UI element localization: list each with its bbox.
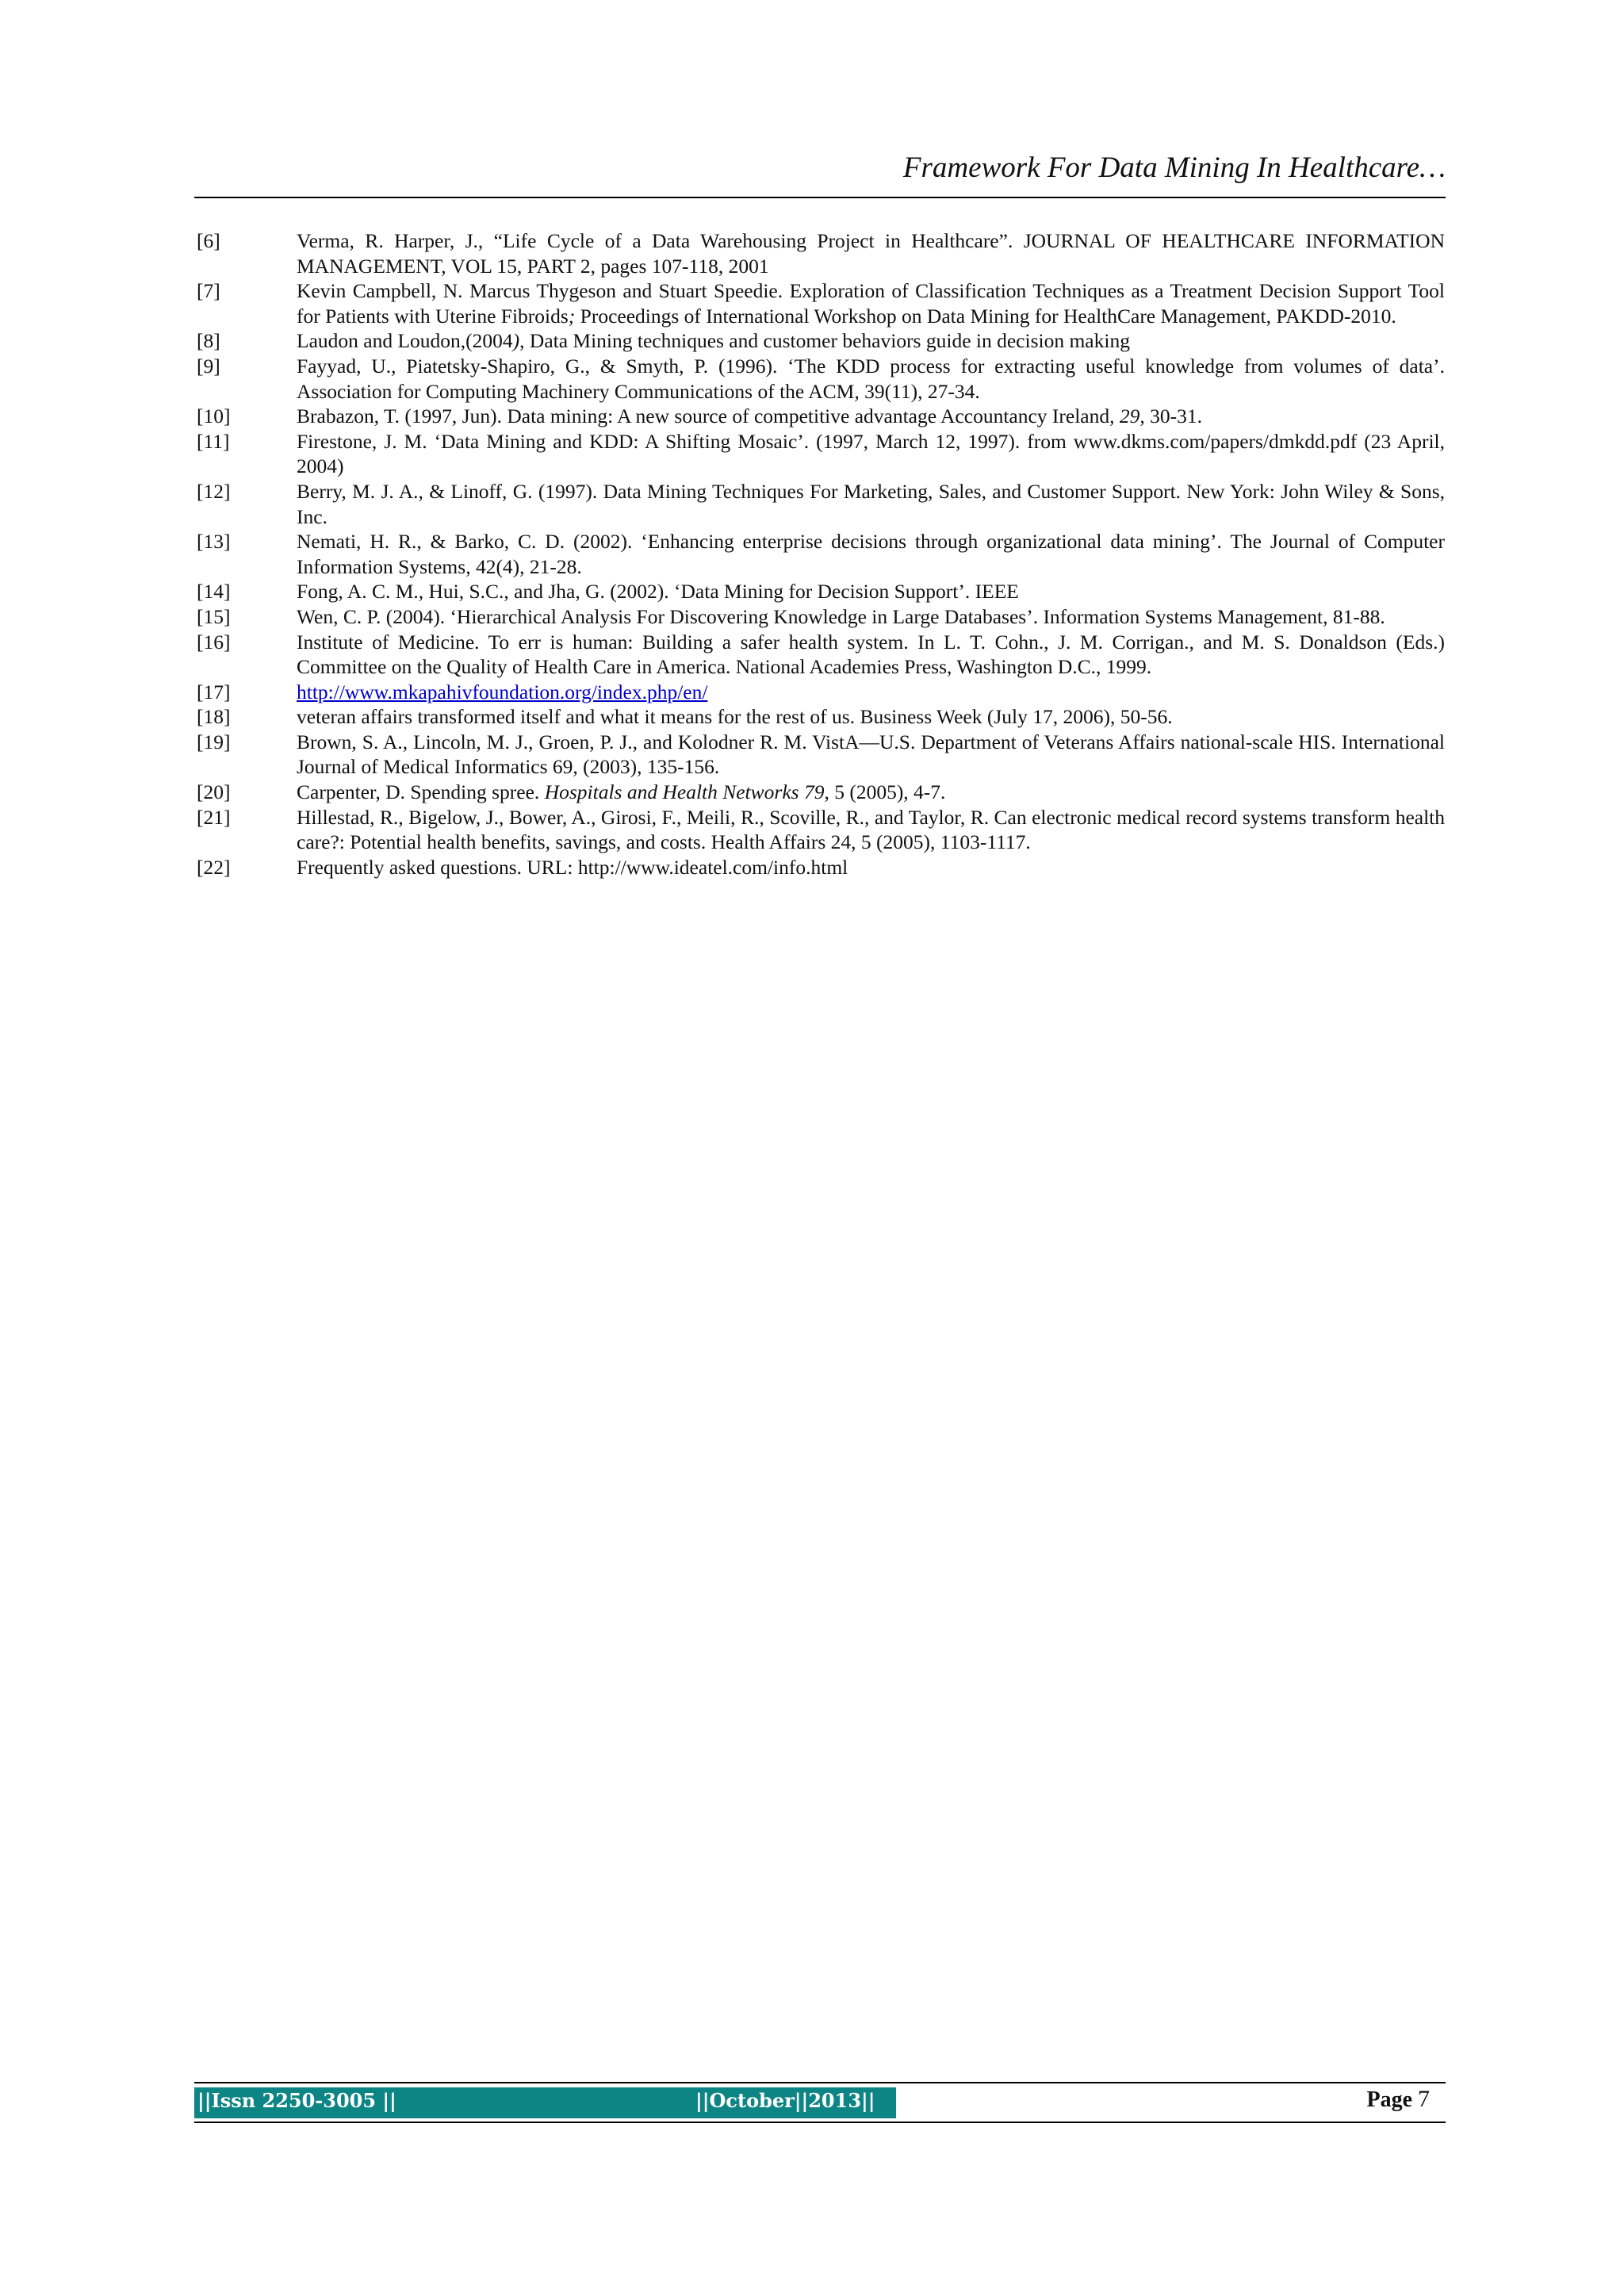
reference-text [297, 404, 1445, 429]
reference-text-segment: Berry, M. J. A., & Linoff, G. (1997). Data Mining Techniques For Marketing, Sales, and Customer Support. New York: John Wiley & Sons, Inc. [297, 479, 1445, 528]
reference-text-italic: , [854, 379, 860, 403]
reference-text [297, 228, 1445, 278]
reference-item [197, 780, 1445, 805]
reference-text-segment: Verma, R. Harper, J., “Life Cycle of a Data Warehousing Project in Healthcare”. JOURNAL OF HEALTHCARE INFORMATION MANAGEMENT, VOL 15, PART 2, pages 107-118, 2001 [297, 229, 1445, 278]
reference-text-segment: Kevin Campbell, N. Marcus Thygeson and Stuart Speedie. Exploration of Classification Techniques as a Treatment Decision Support Tool for Patients with Uterine Fibroids [297, 279, 1445, 328]
reference-number: [21] [197, 805, 231, 829]
reference-text [297, 855, 1445, 880]
reference-text-segment: Hillestad, R., Bigelow, J., Bower, A., Girosi, F., Meili, R., Scoville, R., and Taylor, R. Can electronic medical record systems transform health care?: Potential health benefits, savings, and costs. Health Affairs 24, 5 (2005), 1103-1117. [297, 805, 1445, 854]
page-footer [194, 2082, 1446, 2123]
reference-text-segment: , 5 (2005), 4-7. [824, 780, 946, 804]
reference-number: [18] [197, 705, 231, 729]
reference-link[interactable]: http://www.mkapahivfoundation.org/index.php/en/ [297, 680, 708, 703]
reference-text-segment: 30-31. [1144, 404, 1202, 428]
reference-item [197, 529, 1445, 579]
reference-text-italic: ) [512, 329, 520, 353]
reference-item [197, 680, 1445, 705]
reference-item [197, 404, 1445, 429]
reference-item [197, 730, 1445, 780]
reference-item [197, 479, 1445, 529]
reference-number: [10] [197, 404, 231, 428]
running-header [194, 151, 1446, 198]
reference-list [197, 228, 1445, 880]
reference-number: [22] [197, 855, 231, 879]
reference-text [297, 730, 1445, 780]
reference-item [197, 429, 1445, 479]
reference-item [197, 354, 1445, 404]
reference-item [197, 704, 1445, 730]
reference-text-segment: Proceedings of International Workshop on Data Mining for HealthCare Management, PAKDD-2010. [575, 304, 1396, 328]
reference-text-segment: Laudon and Loudon,(2004 [297, 329, 513, 353]
reference-number: [11] [197, 429, 230, 453]
reference-text [297, 680, 1445, 705]
reference-number: [16] [197, 630, 231, 654]
reference-text-segment: Wen, C. P. (2004). ‘Hierarchical Analysis For Discovering Knowledge in Large Databases’. Information Systems Management, 81-88. [297, 604, 1385, 628]
reference-text-segment: 39(11), 27-34. [859, 379, 980, 403]
reference-number: [8] [197, 329, 220, 353]
reference-text [297, 278, 1445, 328]
reference-item [197, 805, 1445, 855]
reference-item [197, 328, 1445, 354]
reference-number: [9] [197, 354, 220, 378]
reference-text [297, 604, 1445, 630]
reference-text-segment: Brown, S. A., Lincoln, M. J., Groen, P. J., and Kolodner R. M. VistA—U.S. Department of Veterans Affairs national-scale HIS. International Journal of Medical Informatics 69, (2003), 135-156. [297, 730, 1445, 779]
reference-item [197, 604, 1445, 630]
reference-item [197, 228, 1445, 278]
reference-text-segment: veteran affairs transformed itself and what it means for the rest of us. Business Week (July 17, 2006), 50-56. [297, 705, 1173, 729]
reference-text-segment: Carpenter, D. Spending spree. [297, 780, 545, 804]
reference-text-segment: Firestone, J. M. ‘Data Mining and KDD: A Shifting Mosaic’. (1997, March 12, 1997). from www.dkms.com/papers/dmkdd.pdf (23 April, 2004) [297, 429, 1445, 478]
reference-number: [12] [197, 479, 231, 503]
reference-text-segment: Fong, A. C. M., Hui, S.C., and Jha, G. (2002). ‘Data Mining for Decision Support’. IEEE [297, 580, 1019, 604]
reference-text-italic: , 29, [1109, 404, 1145, 428]
reference-number: [19] [197, 730, 231, 753]
reference-text-segment: Brabazon, T. (1997, Jun). Data mining: A new source of competitive advantage Accountancy Ireland [297, 404, 1110, 428]
footer-rule-top [194, 2082, 1446, 2083]
reference-text-italic: ; [568, 304, 576, 328]
reference-item [197, 278, 1445, 328]
footer-date: ||October||2013|| [695, 2089, 875, 2112]
reference-number: [6] [197, 229, 220, 252]
reference-text [297, 780, 1445, 805]
footer-rule-bottom [194, 2122, 1446, 2123]
running-header-title: Framework For Data Mining In Healthcare… [902, 151, 1446, 184]
reference-number: [7] [197, 279, 220, 303]
reference-text [297, 704, 1445, 730]
reference-text [297, 429, 1445, 479]
page-number: 7 [1418, 2086, 1430, 2112]
reference-text [297, 630, 1445, 680]
reference-text-segment: Fayyad, U., Piatetsky-Shapiro, G., & Smyth, P. (1996). ‘The KDD process for extracting useful knowledge from volumes of data’. Association for Computing Machinery Communications of the ACM [297, 354, 1445, 403]
reference-number: [14] [197, 580, 231, 604]
reference-text-italic: Hospitals and Health Networks 79 [544, 780, 825, 804]
reference-number: [17] [197, 680, 231, 703]
reference-text [297, 805, 1445, 855]
footer-issn: ||Issn 2250-3005 || [197, 2089, 396, 2112]
reference-text [297, 529, 1445, 579]
reference-text [297, 479, 1445, 529]
reference-text-segment: , Data Mining techniques and customer behaviors guide in decision making [519, 329, 1130, 353]
reference-text [297, 579, 1445, 604]
reference-text-segment: Frequently asked questions. URL: http://www.ideatel.com/info.html [297, 855, 848, 879]
reference-text [297, 328, 1445, 354]
reference-text [297, 354, 1445, 404]
reference-number: [15] [197, 604, 231, 628]
reference-item [197, 630, 1445, 680]
footer-page [1366, 2086, 1430, 2113]
reference-text-segment: Institute of Medicine. To err is human: Building a safer health system. In L. T. Cohn., J. M. Corrigan., and M. S. Donaldson (Eds.) Committee on the Quality of Health Care in America. National Academies Press, Washington D.C., 1999. [297, 630, 1445, 679]
reference-number: [13] [197, 530, 231, 554]
reference-text-segment: Nemati, H. R., & Barko, C. D. (2002). ‘Enhancing enterprise decisions through organizational data mining’. The Journal of Computer Information Systems, 42(4), 21-28. [297, 530, 1445, 578]
reference-item [197, 579, 1445, 604]
page-label: Page [1366, 2087, 1418, 2112]
reference-item [197, 855, 1445, 880]
reference-number: [20] [197, 780, 231, 804]
